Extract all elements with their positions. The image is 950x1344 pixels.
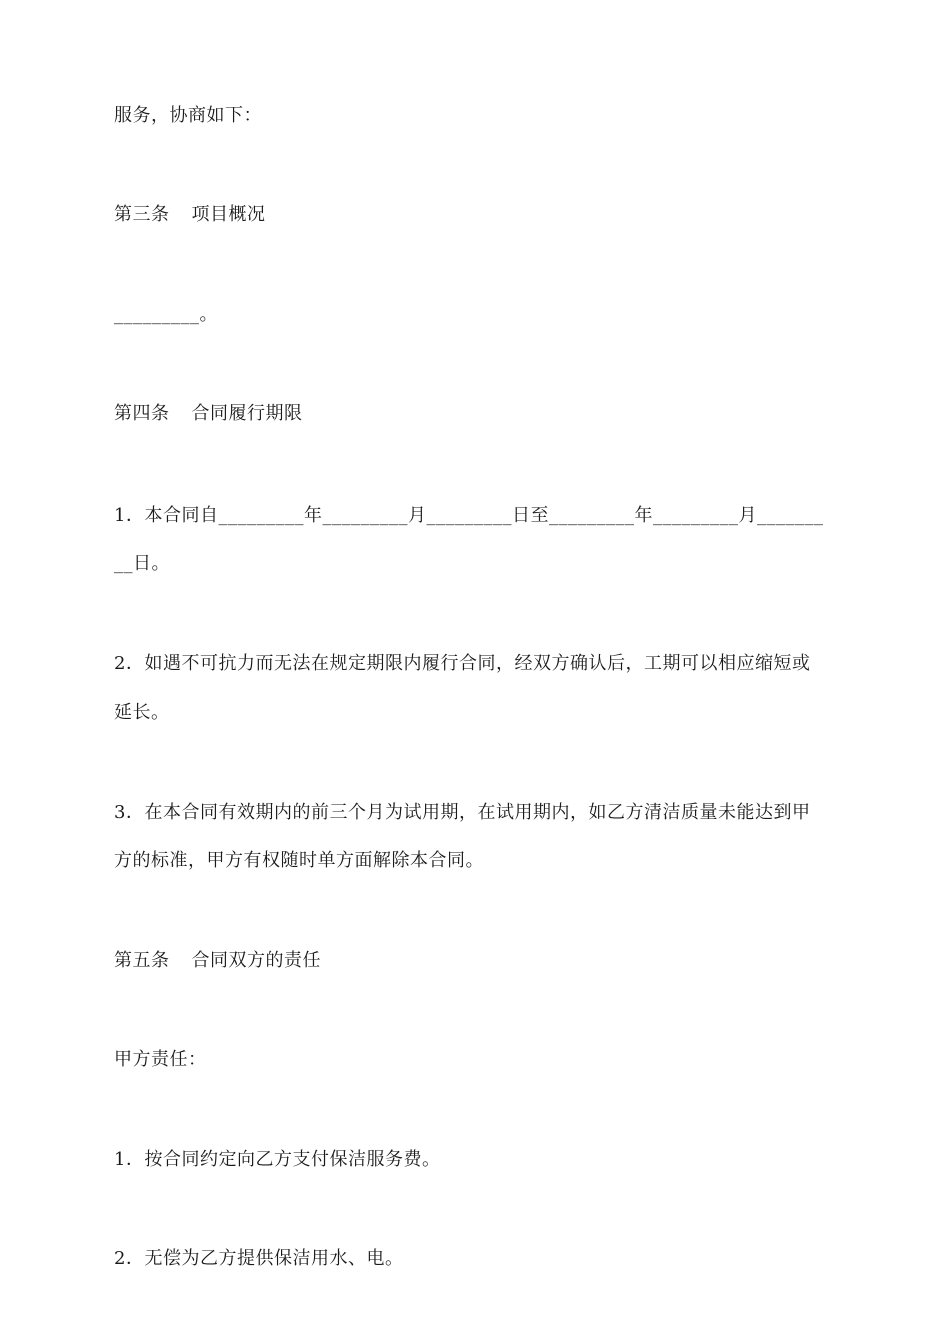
- party-a-item-1: 1．按合同约定向乙方支付保洁服务费。: [114, 1149, 441, 1170]
- article-5-heading: [114, 949, 321, 973]
- party-a-item-2: 2．无偿为乙方提供保洁用水、电。: [114, 1248, 404, 1269]
- intro-tail-text: 服务，协商如下：: [114, 105, 262, 126]
- party-a-responsibilities-label: 甲方责任：: [114, 1049, 207, 1070]
- article-4-item-2-line-1: 2．如遇不可抗力而无法在规定期限内履行合同，经双方确认后，工期可以相应缩短或: [114, 653, 811, 674]
- article-4-item-1-line-1: 1．本合同自_________年_________月_________日至_________年_________月_______: [114, 505, 824, 526]
- article-4-number: 第四条: [114, 403, 170, 424]
- article-3-title: 项目概况: [191, 204, 266, 225]
- article-5-number: 第五条: [114, 950, 170, 971]
- article-4-title: 合同履行期限: [191, 403, 303, 424]
- article-4-heading: [114, 402, 303, 426]
- article-4-item-1-line-2: __日。: [114, 553, 170, 574]
- article-4-item-3-line-2: 方的标准，甲方有权随时单方面解除本合同。: [114, 850, 484, 871]
- article-3-number: 第三条: [114, 204, 170, 225]
- article-5-title: 合同双方的责任: [191, 950, 321, 971]
- article-3-heading: [114, 203, 266, 227]
- article-4-item-3-line-1: 3．在本合同有效期内的前三个月为试用期，在试用期内，如乙方清洁质量未能达到甲: [114, 802, 811, 823]
- article-4-item-2-line-2: 延长。: [114, 702, 170, 723]
- article-3-content: _________。: [114, 304, 218, 325]
